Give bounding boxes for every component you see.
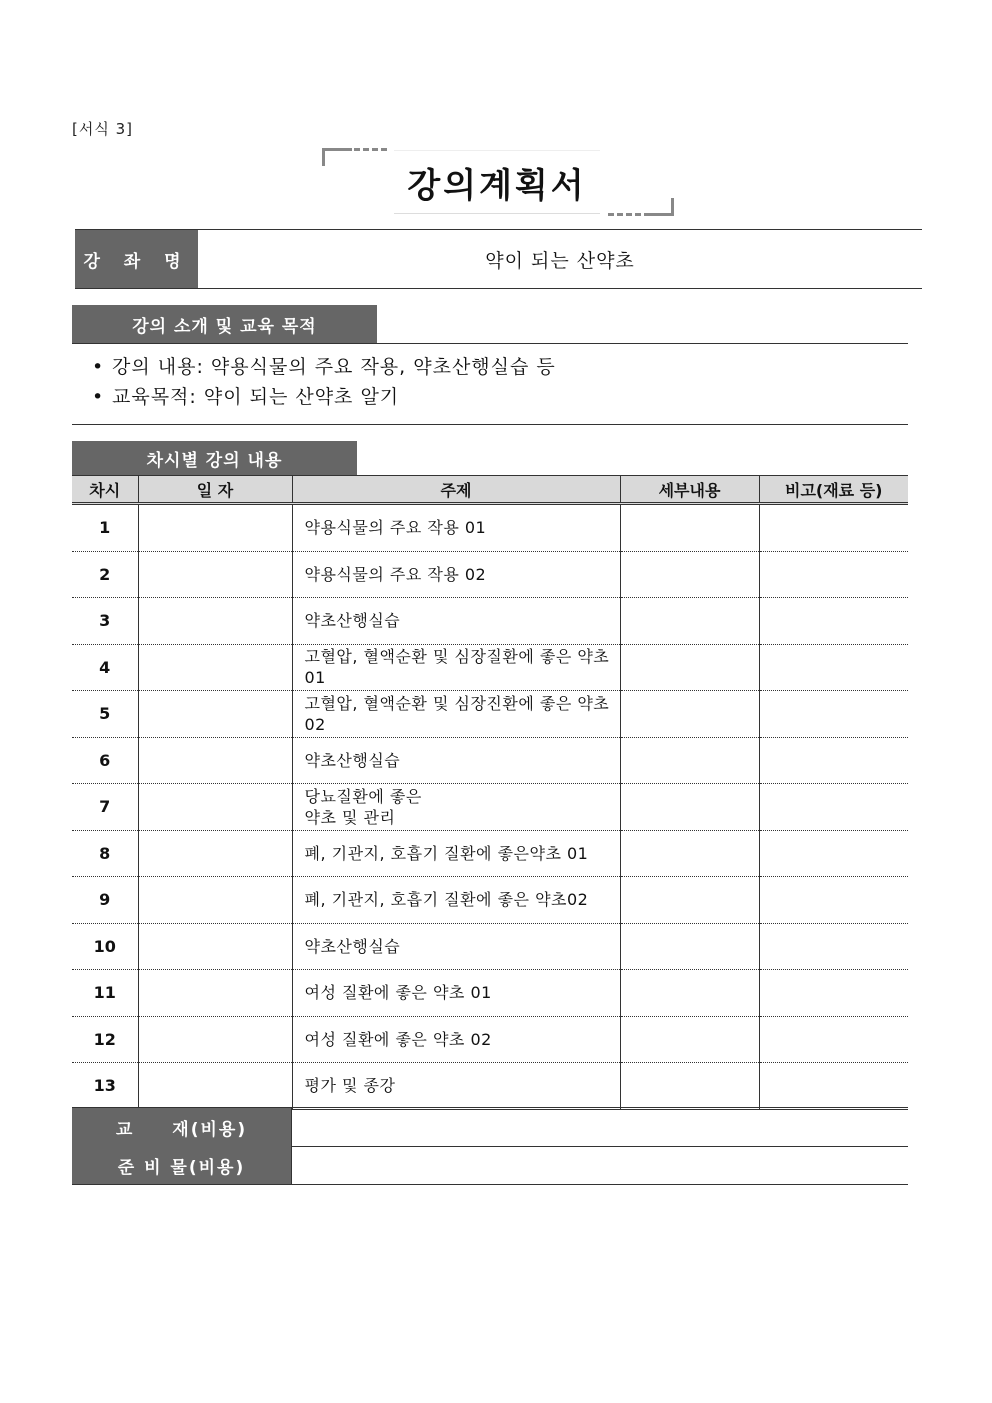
table-row: [72, 970, 908, 1017]
table-row: [72, 830, 908, 877]
title-bracket-top-left-vertical: [322, 148, 325, 166]
intro-section-header: 강의 소개 및 교육 목적: [72, 305, 377, 344]
topic-cell: 약초산행실습: [292, 737, 620, 784]
schedule-header-row: [72, 476, 908, 504]
date-cell[interactable]: [138, 644, 292, 691]
date-cell[interactable]: [138, 877, 292, 924]
date-cell[interactable]: [138, 923, 292, 970]
note-cell[interactable]: [759, 784, 908, 831]
col-header-note: 비고(재료 등): [759, 476, 908, 504]
schedule-section-header: 차시별 강의 내용: [72, 441, 357, 475]
note-cell[interactable]: [759, 504, 908, 552]
table-row: [72, 598, 908, 645]
form-label: [서식 3]: [72, 120, 133, 138]
date-cell[interactable]: [138, 598, 292, 645]
note-cell[interactable]: [759, 551, 908, 598]
note-cell[interactable]: [759, 1063, 908, 1110]
date-cell[interactable]: [138, 737, 292, 784]
detail-cell[interactable]: [620, 644, 759, 691]
table-row: [72, 644, 908, 691]
detail-cell[interactable]: [620, 551, 759, 598]
topic-cell: 여성 질환에 좋은 약초 02: [292, 1016, 620, 1063]
session-cell: 9: [72, 877, 138, 924]
col-header-session: 차시: [72, 476, 138, 504]
table-row: [72, 923, 908, 970]
detail-cell[interactable]: [620, 1063, 759, 1110]
intro-bullet-list: [72, 352, 908, 412]
course-name-label: 강 좌 명: [75, 230, 198, 288]
title-bracket-top-dash: [354, 148, 388, 151]
course-name-value[interactable]: 약이 되는 산약초: [485, 249, 635, 272]
col-header-topic: 주제: [292, 476, 620, 504]
topic-cell: 약용식물의 주요 작용 01: [292, 504, 620, 552]
date-cell[interactable]: [138, 504, 292, 552]
list-item: [92, 382, 908, 412]
session-cell: 7: [72, 784, 138, 831]
session-cell: 12: [72, 1016, 138, 1063]
col-header-detail: 세부내용: [620, 476, 759, 504]
topic-cell: 여성 질환에 좋은 약초 01: [292, 970, 620, 1017]
table-row: [72, 1016, 908, 1063]
intro-purpose-text: 교육목적: 약이 되는 산약초 알기: [112, 386, 400, 408]
textbook-row: [72, 1107, 908, 1147]
table-row: [72, 504, 908, 552]
course-name-row: [75, 229, 922, 289]
date-cell[interactable]: [138, 1016, 292, 1063]
bullet-icon: •: [92, 356, 105, 378]
supplies-label: 준 비 물(비용): [72, 1146, 291, 1184]
title-block: [322, 148, 674, 216]
date-cell[interactable]: [138, 830, 292, 877]
title-bracket-bottom-right-vertical: [671, 198, 674, 216]
session-cell: 13: [72, 1063, 138, 1110]
date-cell[interactable]: [138, 784, 292, 831]
title-bracket-bottom-dash: [608, 213, 642, 216]
detail-cell[interactable]: [620, 737, 759, 784]
textbook-value[interactable]: [291, 1108, 908, 1146]
session-cell: 11: [72, 970, 138, 1017]
bullet-icon: •: [92, 386, 105, 408]
topic-cell: 약초산행실습: [292, 598, 620, 645]
date-cell[interactable]: [138, 1063, 292, 1110]
table-row: [72, 877, 908, 924]
table-row: [72, 691, 908, 738]
detail-cell[interactable]: [620, 923, 759, 970]
supplies-row: [72, 1146, 908, 1185]
schedule-table: [72, 475, 908, 1110]
note-cell[interactable]: [759, 923, 908, 970]
date-cell[interactable]: [138, 691, 292, 738]
note-cell[interactable]: [759, 830, 908, 877]
page-title: 강의계획서: [394, 150, 600, 214]
topic-cell: 약초산행실습: [292, 923, 620, 970]
session-cell: 3: [72, 598, 138, 645]
topic-cell: 고혈압, 혈액순환 및 심장질환에 좋은 약초 01: [292, 644, 620, 691]
note-cell[interactable]: [759, 1016, 908, 1063]
topic-cell: 폐, 기관지, 호흡기 질환에 좋은약초 01: [292, 830, 620, 877]
title-bracket-bottom-right: [644, 213, 674, 216]
detail-cell[interactable]: [620, 1016, 759, 1063]
detail-cell[interactable]: [620, 830, 759, 877]
table-row: [72, 551, 908, 598]
note-cell[interactable]: [759, 970, 908, 1017]
detail-cell[interactable]: [620, 504, 759, 552]
topic-cell: 평가 및 종강: [292, 1063, 620, 1110]
note-cell[interactable]: [759, 877, 908, 924]
topic-cell: 고혈압, 혈액순환 및 심장진환에 좋은 약초 02: [292, 691, 620, 738]
detail-cell[interactable]: [620, 691, 759, 738]
detail-cell[interactable]: [620, 784, 759, 831]
detail-cell[interactable]: [620, 970, 759, 1017]
detail-cell[interactable]: [620, 598, 759, 645]
session-cell: 5: [72, 691, 138, 738]
session-cell: 2: [72, 551, 138, 598]
table-row: [72, 737, 908, 784]
note-cell[interactable]: [759, 691, 908, 738]
topic-cell: 폐, 기관지, 호흡기 질환에 좋은 약초02: [292, 877, 620, 924]
session-cell: 10: [72, 923, 138, 970]
note-cell[interactable]: [759, 598, 908, 645]
session-cell: 6: [72, 737, 138, 784]
textbook-label: 교 재(비용): [72, 1108, 291, 1146]
table-row: [72, 784, 908, 831]
detail-cell[interactable]: [620, 877, 759, 924]
session-cell: 8: [72, 830, 138, 877]
session-cell: 4: [72, 644, 138, 691]
topic-cell: 당뇨질환에 좋은 약초 및 관리: [292, 784, 620, 831]
session-cell: 1: [72, 504, 138, 552]
supplies-value[interactable]: [291, 1146, 908, 1184]
date-cell[interactable]: [138, 970, 292, 1017]
date-cell[interactable]: [138, 551, 292, 598]
intro-section-body: [72, 344, 908, 425]
col-header-date: 일 자: [138, 476, 292, 504]
note-cell[interactable]: [759, 644, 908, 691]
table-row: [72, 1063, 908, 1110]
title-bracket-top-left: [322, 148, 352, 151]
topic-cell: 약용식물의 주요 작용 02: [292, 551, 620, 598]
note-cell[interactable]: [759, 737, 908, 784]
list-item: [92, 352, 908, 382]
intro-content-text: 강의 내용: 약용식물의 주요 작용, 약초산행실습 등: [112, 356, 556, 378]
